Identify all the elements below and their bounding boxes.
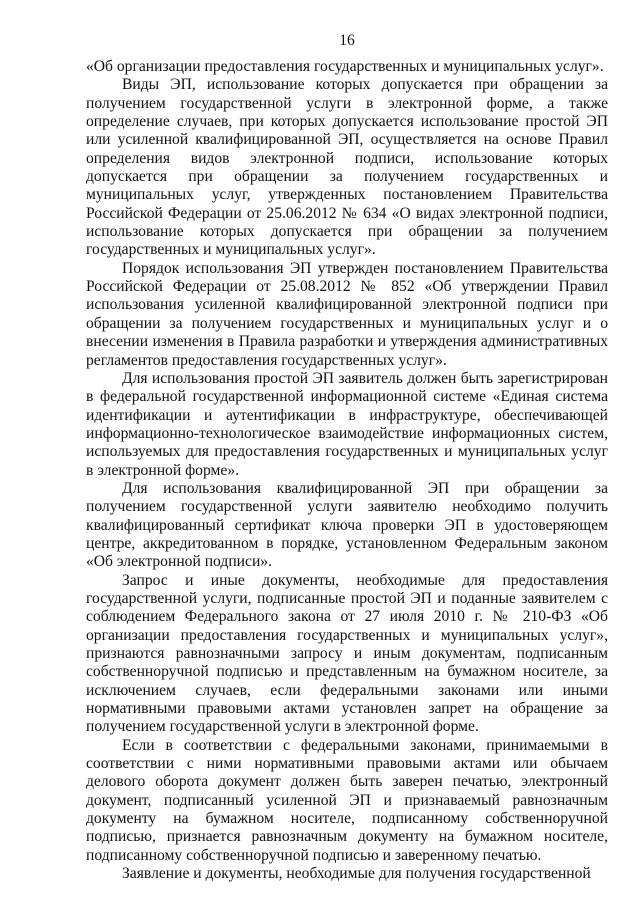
document-body bbox=[86, 58, 608, 883]
paragraph-2: Виды ЭП, использование которых допускается при обращении за получением государственной услуги в электронной форме, а также определение случаев, при которых допускается использование простой ЭП или усиленной квалифицированной ЭП, осуществляется на основе Правил определения видов электронной подписи, использование которых допускается при обращении за получением государственных и муниципальных услуг, утвержденных постановлением Правительства Российской Федерации от 25.06.2012 № 634 «О видах электронной подписи, использование которых допускается при обращении за получением государственных и муниципальных услуг». bbox=[86, 76, 608, 259]
paragraph-8: Заявление и документы, необходимые для получения государственной bbox=[122, 865, 591, 883]
paragraph-7: Если в соответствии с федеральными законами, принимаемыми в соответствии с ними нормативными правовыми актами или обычаем делового оборота документ должен быть заверен печатью, электронный документ, подписанный усиленной ЭП и признаваемый равнозначным документу на бумажном носителе, подписанному собственноручной подписью, признается равнозначным документу на бумажном носителе, подписанному собственноручной подписью и заверенному печатью. bbox=[86, 736, 608, 864]
paragraph-4: Для использования простой ЭП заявитель должен быть зарегистрирован в федеральной государственной информационной системе «Единая система идентификации и аутентификации в инфраструктуре, обеспечивающей информационно-технологическое взаимодействие информационных систем, используемых для предоставления государственных и муниципальных услуг в электронной форме». bbox=[86, 369, 608, 479]
paragraph-3: Порядок использования ЭП утвержден постановлением Правительства Российской Федерации от 25.08.2012 № 852 «Об утверждении Правил использования усиленной квалифицированной электронной подписи при обращении за получением государственных и муниципальных услуг и о внесении изменения в Правила разработки и утверждения административных регламентов предоставления государственных услуг». bbox=[86, 259, 608, 369]
paragraph-6: Запрос и иные документы, необходимые для предоставления государственной услуги, подписанные простой ЭП и поданные заявителем с соблюдением Федерального закона от 27 июля 2010 г. № 210-ФЗ «Об организации предоставления государственных и муниципальных услуг», признаются равнозначными запросу и иным документам, подписанным собственноручной подписью и представленным на бумажном носителе, за исключением случаев, если федеральными законами или иными нормативными правовыми актами установлен запрет на обращение за получением государственной услуги в электронной форме. bbox=[86, 571, 608, 736]
paragraph-1: «Об организации предоставления государственных и муниципальных услуг». bbox=[86, 58, 604, 75]
paragraph-5: Для использования квалифицированной ЭП при обращении за получением государственной услуги заявителю необходимо получить квалифицированный сертификат ключа проверки ЭП в удостоверяющем центре, аккредитованном в порядке, установленном Федеральным законом «Об электронной подписи». bbox=[86, 479, 608, 571]
page-number: 16 bbox=[339, 32, 355, 49]
